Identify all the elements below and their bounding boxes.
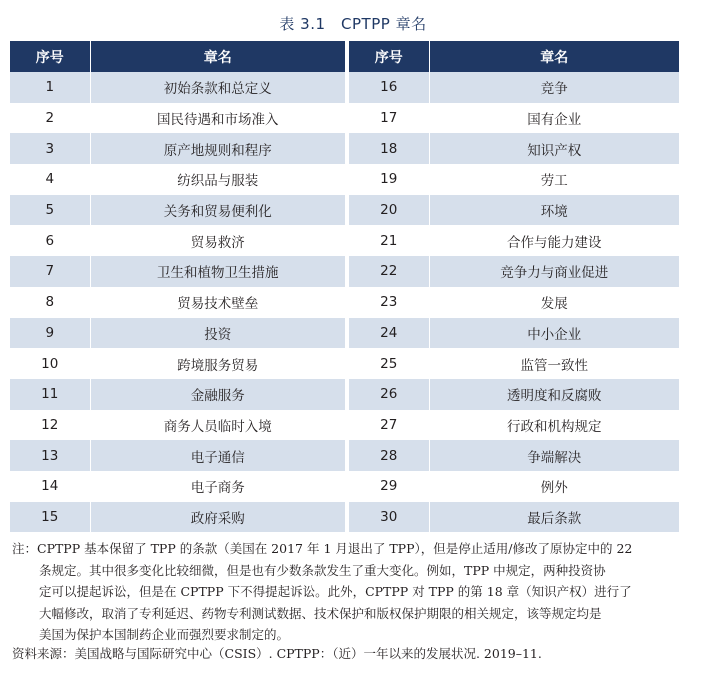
- table-row: [10, 471, 679, 502]
- right-chapter-cell: 知识产权: [429, 133, 679, 164]
- right-number-cell: 30: [349, 502, 429, 533]
- left-number-cell: 6: [10, 225, 90, 256]
- right-number-cell: 28: [349, 440, 429, 471]
- right-chapter-cell: 劳工: [429, 164, 679, 195]
- right-chapter-cell: 最后条款: [429, 502, 679, 533]
- right-chapter-cell: 监管一致性: [429, 348, 679, 379]
- right-chapter-cell: 例外: [429, 471, 679, 502]
- right-chapter-cell: 行政和机构规定: [429, 410, 679, 441]
- right-chapter-cell: 争端解决: [429, 440, 679, 471]
- header-left-number: 序号: [10, 41, 90, 72]
- header-right-number: 序号: [349, 41, 429, 72]
- chapter-table: [10, 41, 679, 532]
- right-number-cell: 24: [349, 318, 429, 349]
- left-number-cell: 7: [10, 256, 90, 287]
- right-number-cell: 18: [349, 133, 429, 164]
- left-chapter-cell: 国民待遇和市场准入: [90, 103, 345, 134]
- note-line: 定可以提起诉讼，但是在 CPTPP 下不得提起诉讼。此外，CPTPP 对 TPP 的第 18 章（知识产权）进行了: [39, 584, 632, 599]
- table-row: [10, 103, 679, 134]
- table-row: [10, 256, 679, 287]
- right-number-cell: 26: [349, 379, 429, 410]
- left-chapter-cell: 电子商务: [90, 471, 345, 502]
- table-title: 表 3.1 CPTPP 章名: [279, 15, 427, 33]
- left-number-cell: 8: [10, 287, 90, 318]
- left-chapter-cell: 贸易救济: [90, 225, 345, 256]
- left-number-cell: 15: [10, 502, 90, 533]
- right-number-cell: 23: [349, 287, 429, 318]
- left-number-cell: 3: [10, 133, 90, 164]
- table-row: [10, 287, 679, 318]
- right-number-cell: 29: [349, 471, 429, 502]
- left-number-cell: 11: [10, 379, 90, 410]
- left-chapter-cell: 商务人员临时入境: [90, 410, 345, 441]
- source-citation: 资料来源：美国战略与国际研究中心（CSIS）. CPTPP：（近）一年以来的发展状况. 2019–11.: [12, 646, 542, 661]
- left-chapter-cell: 卫生和植物卫生措施: [90, 256, 345, 287]
- table-row: [10, 164, 679, 195]
- table-row: [10, 440, 679, 471]
- table-note: [12, 538, 684, 646]
- note-line: 美国为保护本国制药企业而强烈要求制定的。: [39, 627, 290, 642]
- right-chapter-cell: 透明度和反腐败: [429, 379, 679, 410]
- left-number-cell: 13: [10, 440, 90, 471]
- header-right-chapter: 章名: [429, 41, 679, 72]
- note-line: 大幅修改，取消了专利延迟、药物专利测试数据、技术保护和版权保护期限的相关规定，该等规定均是: [39, 605, 602, 621]
- left-chapter-cell: 初始条款和总定义: [90, 72, 345, 103]
- table-row: [10, 195, 679, 226]
- table-row: [10, 318, 679, 349]
- right-number-cell: 16: [349, 72, 429, 103]
- right-chapter-cell: 竞争力与商业促进: [429, 256, 679, 287]
- left-chapter-cell: 贸易技术壁垒: [90, 287, 345, 318]
- left-number-cell: 12: [10, 410, 90, 441]
- right-number-cell: 21: [349, 225, 429, 256]
- left-chapter-cell: 电子通信: [90, 440, 345, 471]
- left-number-cell: 10: [10, 348, 90, 379]
- left-number-cell: 14: [10, 471, 90, 502]
- table-row: [10, 348, 679, 379]
- right-chapter-cell: 环境: [429, 195, 679, 226]
- left-number-cell: 4: [10, 164, 90, 195]
- table-row: [10, 133, 679, 164]
- right-chapter-cell: 竞争: [429, 72, 679, 103]
- left-number-cell: 1: [10, 72, 90, 103]
- right-chapter-cell: 国有企业: [429, 103, 679, 134]
- table-row: [10, 379, 679, 410]
- right-chapter-cell: 合作与能力建设: [429, 225, 679, 256]
- left-chapter-cell: 政府采购: [90, 502, 345, 533]
- right-number-cell: 25: [349, 348, 429, 379]
- table-row: [10, 410, 679, 441]
- right-number-cell: 19: [349, 164, 429, 195]
- left-number-cell: 5: [10, 195, 90, 226]
- right-number-cell: 22: [349, 256, 429, 287]
- left-number-cell: 2: [10, 103, 90, 134]
- note-line: 注：CPTPP 基本保留了 TPP 的条款（美国在 2017 年 1 月退出了 TPP），但是停止适用/修改了原协定中的 22: [12, 541, 633, 556]
- left-number-cell: 9: [10, 318, 90, 349]
- right-number-cell: 20: [349, 195, 429, 226]
- table-header-row: [10, 41, 679, 72]
- table-body: [10, 72, 679, 532]
- left-chapter-cell: 纺织品与服装: [90, 164, 345, 195]
- table-row: [10, 225, 679, 256]
- left-chapter-cell: 金融服务: [90, 379, 345, 410]
- table-row: [10, 72, 679, 103]
- left-chapter-cell: 投资: [90, 318, 345, 349]
- left-chapter-cell: 原产地规则和程序: [90, 133, 345, 164]
- right-number-cell: 17: [349, 103, 429, 134]
- right-chapter-cell: 发展: [429, 287, 679, 318]
- note-line: 条规定。其中很多变化比较细微，但是也有少数条款发生了重大变化。例如，TPP 中规定，两种投资协: [39, 562, 606, 578]
- left-chapter-cell: 跨境服务贸易: [90, 348, 345, 379]
- right-chapter-cell: 中小企业: [429, 318, 679, 349]
- table-row: [10, 502, 679, 533]
- left-chapter-cell: 关务和贸易便利化: [90, 195, 345, 226]
- right-number-cell: 27: [349, 410, 429, 441]
- header-left-chapter: 章名: [90, 41, 345, 72]
